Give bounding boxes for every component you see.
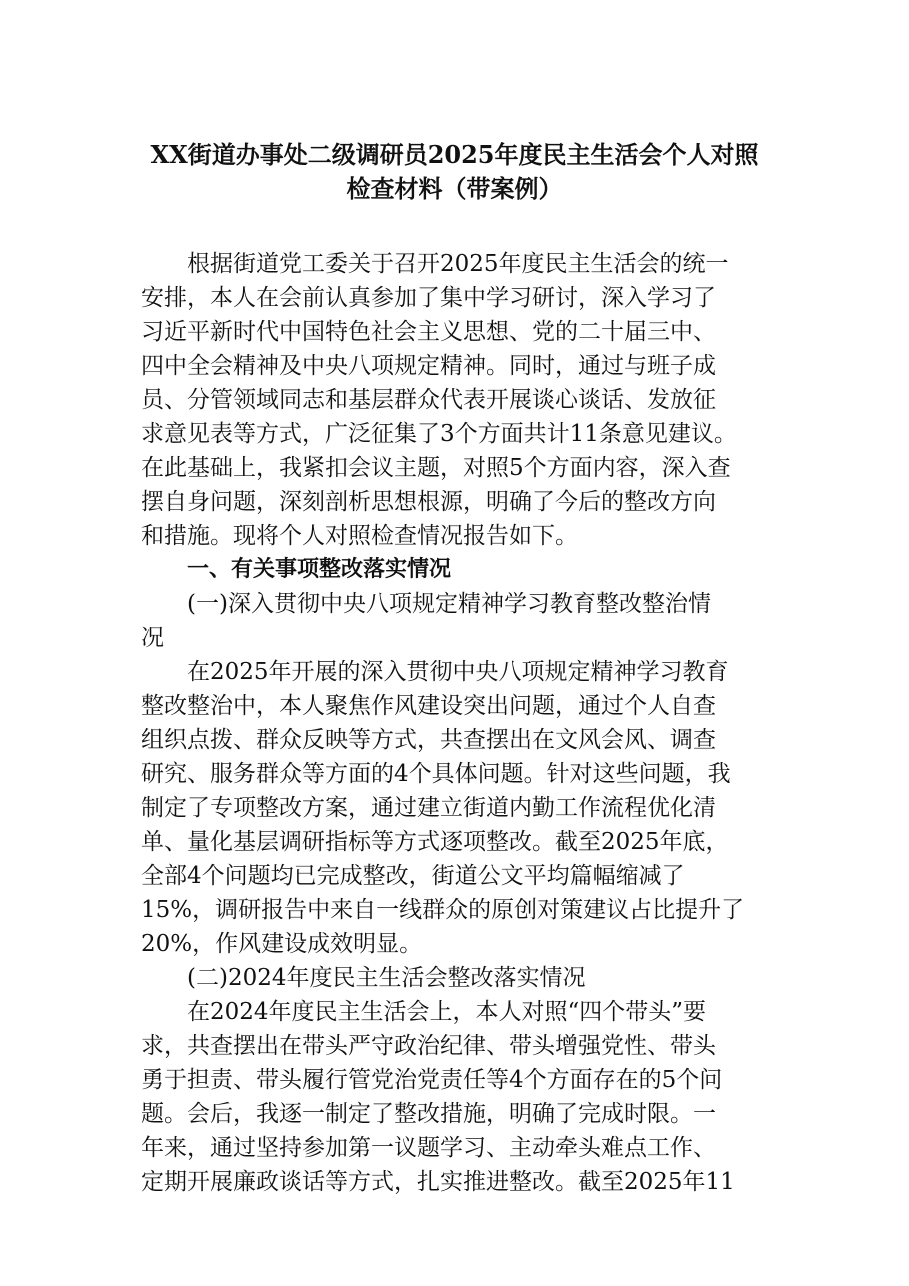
paragraph-line: 求意见表等方式，广泛征集了3个方面共计11条意见建议。 xyxy=(141,421,737,447)
paragraph-line: 摆自身问题，深刻剖析思想根源，明确了今后的整改方向 xyxy=(141,489,716,515)
paragraph-line: 全部4个问题均已完成整改，街道公文平均篇幅缩减了 xyxy=(141,863,685,889)
paragraph-line: 单、量化基层调研指标等方式逐项整改。截至2025年底， xyxy=(141,829,729,855)
paragraph-line: 在2024年度民主生活会上，本人对照“四个带头”要 xyxy=(187,999,707,1025)
paragraph-line: 研究、服务群众等方面的4个具体问题。针对这些问题，我 xyxy=(141,761,731,787)
paragraph-line: 年来，通过坚持参加第一议题学习、主动牵头难点工作、 xyxy=(141,1135,716,1161)
title-line-2: 检查材料（带案例） xyxy=(346,174,563,203)
paragraph-line: 和措施。现将个人对照检查情况报告如下。 xyxy=(141,523,578,549)
subsection-heading-1-cont: 况 xyxy=(141,625,164,651)
paragraph-line: 根据街道党工委关于召开2025年度民主生活会的统一 xyxy=(187,251,729,277)
section-heading-1: 一、有关事项整改落实情况 xyxy=(187,557,452,582)
paragraph-line: 在此基础上，我紧扣会议主题，对照5个方面内容，深入查 xyxy=(141,455,731,481)
paragraph-line: 四中全会精神及中央八项规定精神。同时，通过与班子成 xyxy=(141,353,716,379)
paragraph-line: 员、分管领域同志和基层群众代表开展谈心谈话、发放征 xyxy=(141,387,716,413)
paragraph-line: 制定了专项整改方案，通过建立街道内勤工作流程优化清 xyxy=(141,795,716,821)
paragraph-line: 安排，本人在会前认真参加了集中学习研讨，深入学习了 xyxy=(141,285,716,311)
title-line-1: XX街道办事处二级调研员2025年度民主生活会个人对照 xyxy=(150,140,759,169)
paragraph-line: 整改整治中，本人聚焦作风建设突出问题，通过个人自查 xyxy=(141,693,716,719)
paragraph-line: 题。会后，我逐一制定了整改措施，明确了完成时限。一 xyxy=(141,1101,716,1127)
subsection-heading-1: (一)深入贯彻中央八项规定精神学习教育整改整治情 xyxy=(187,591,711,617)
paragraph-line: 15%，调研报告中来自一线群众的原创对策建议占比提升了 xyxy=(141,897,745,923)
paragraph-line: 20%，作风建设成效明显。 xyxy=(141,931,423,957)
paragraph-line: 求，共查摆出在带头严守政治纪律、带头增强党性、带头 xyxy=(141,1033,716,1059)
paragraph-line: 组织点拨、群众反映等方式，共查摆出在文风会风、调查 xyxy=(141,727,716,753)
document-title xyxy=(100,138,809,206)
paragraph-line: 勇于担责、带头履行管党治党责任等4个方面存在的5个问 xyxy=(141,1067,723,1093)
paragraph-line: 定期开展廉政谈话等方式，扎实推进整改。截至2025年11 xyxy=(141,1169,735,1195)
paragraph-line: 习近平新时代中国特色社会主义思想、党的二十届三中、 xyxy=(141,319,716,345)
paragraph-line: 在2025年开展的深入贯彻中央八项规定精神学习教育 xyxy=(187,659,729,685)
subsection-heading-2: (二)2024年度民主生活会整改落实情况 xyxy=(187,965,586,991)
